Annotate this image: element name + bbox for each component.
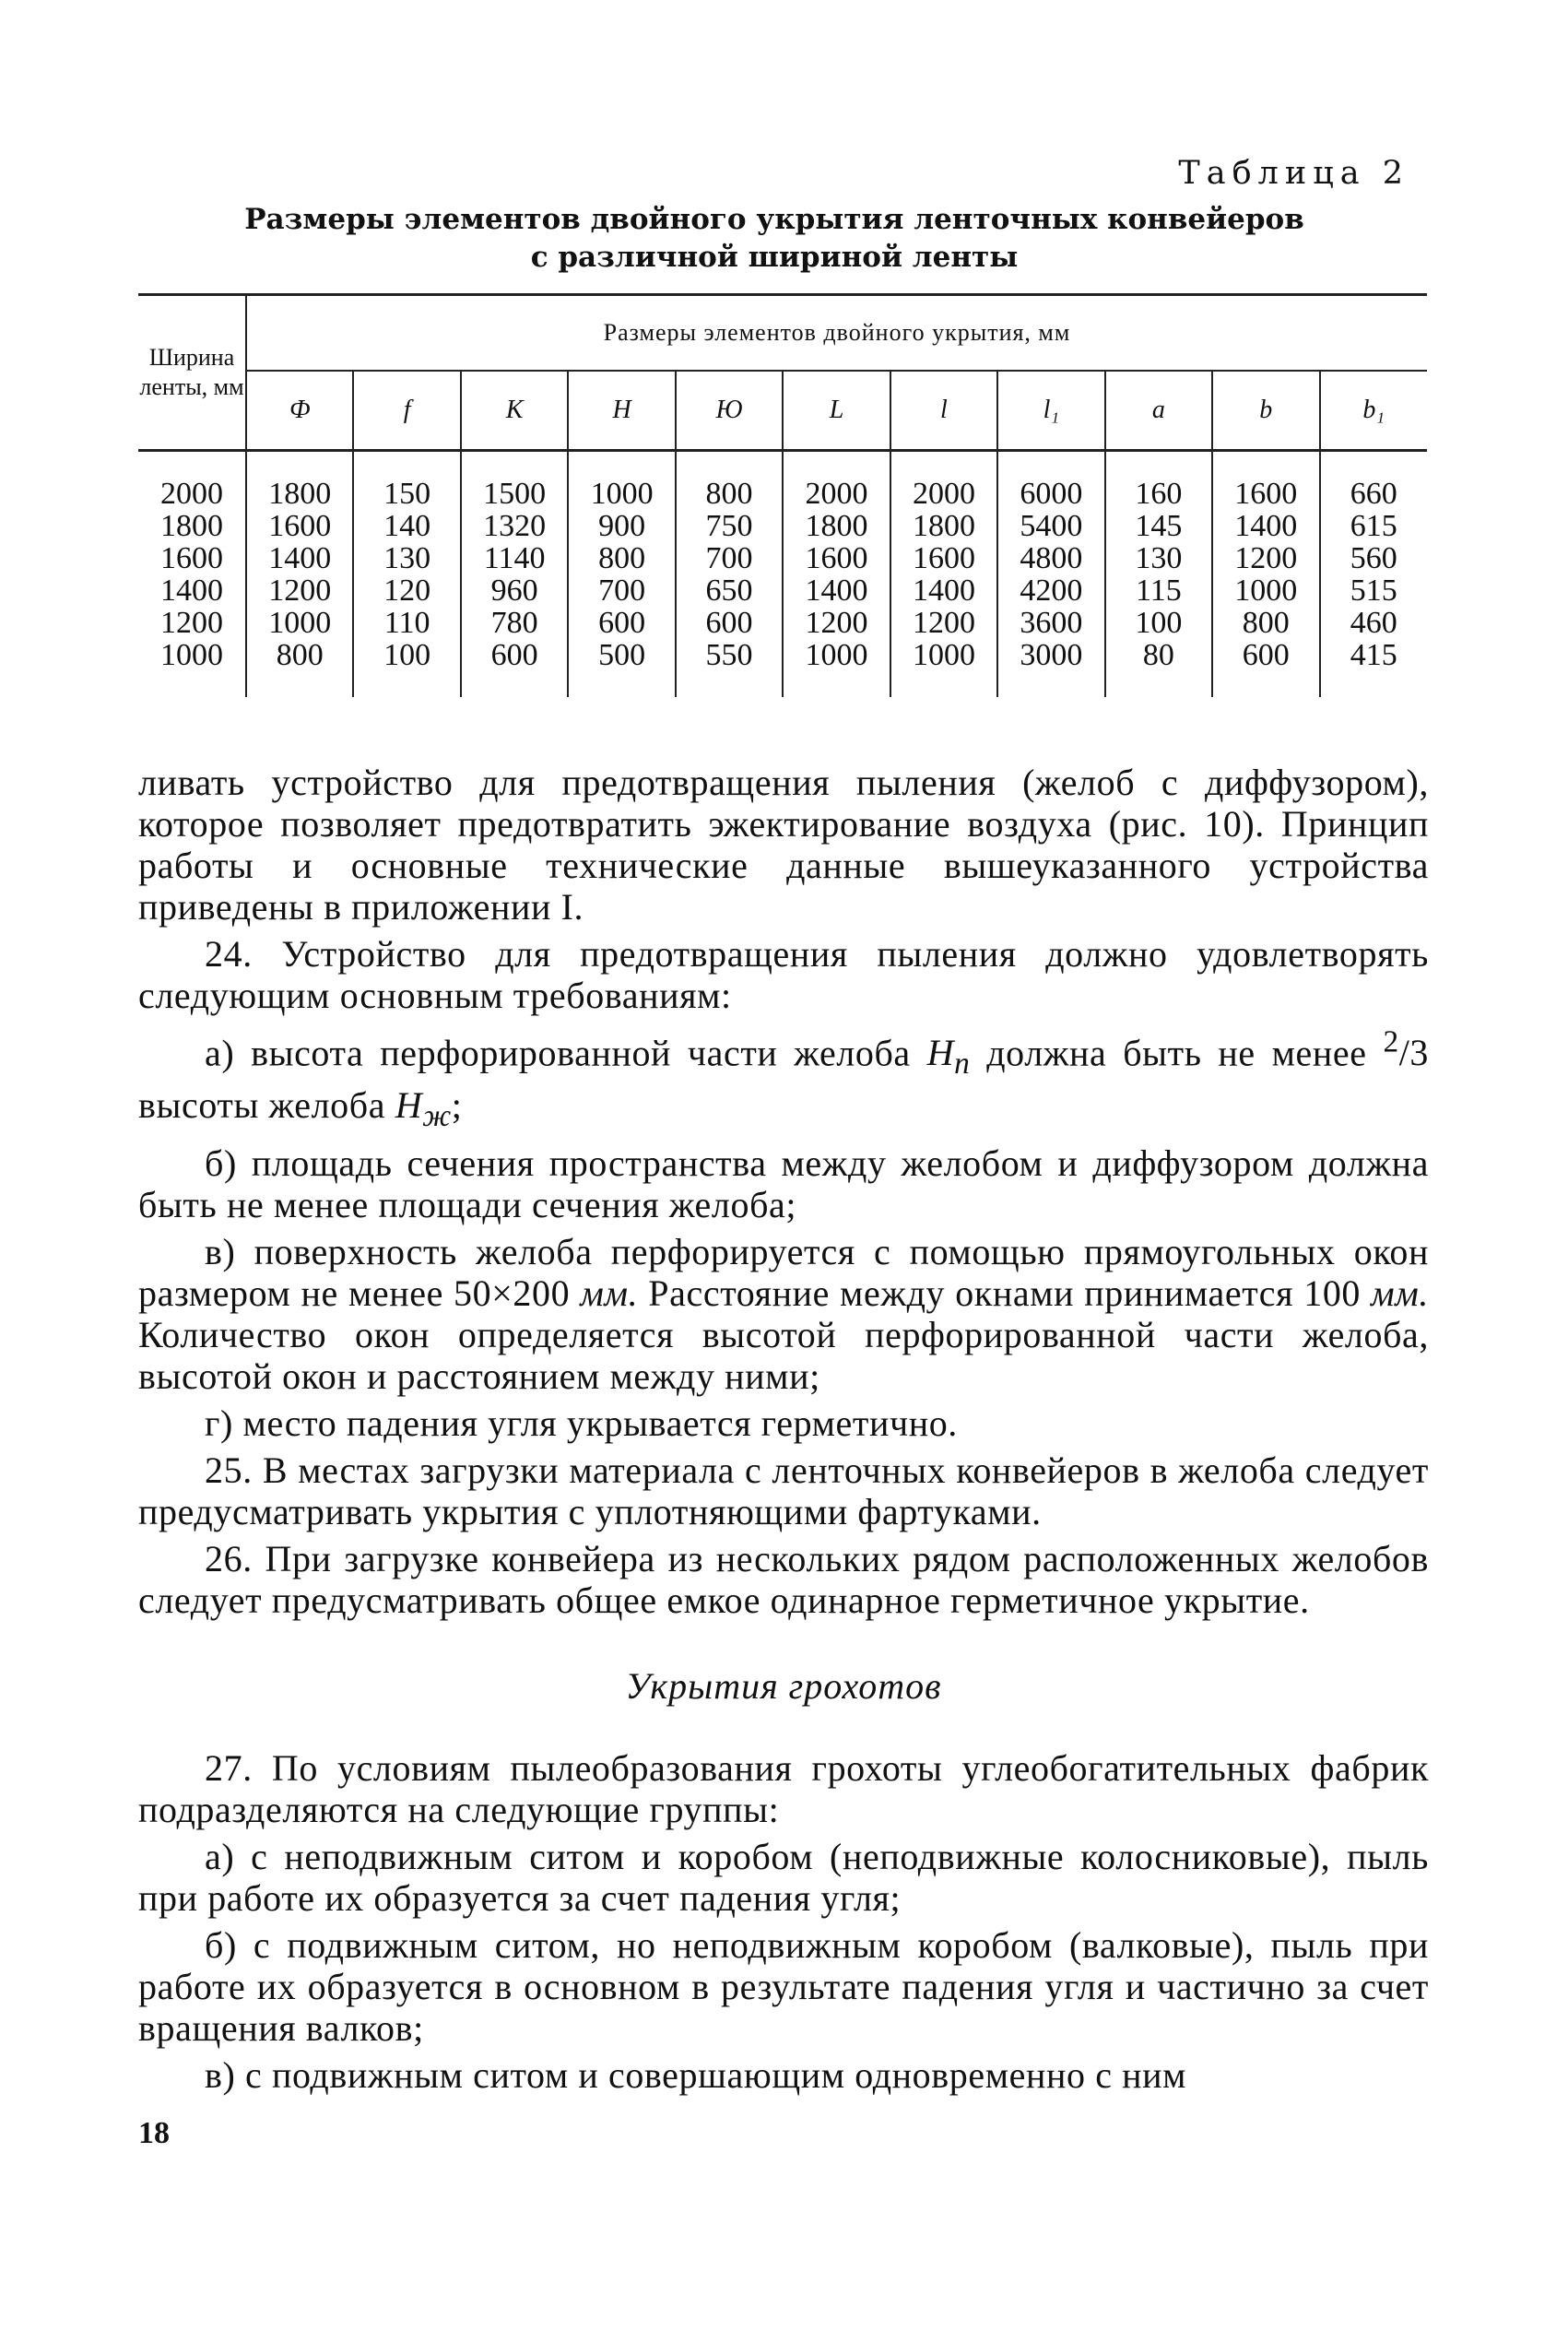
table-cell: 4800 — [997, 542, 1104, 574]
column-header: a — [1105, 371, 1212, 451]
table-caption-line-2: с различной шириной ленты — [530, 241, 1019, 274]
column-header: b — [1212, 371, 1319, 451]
table-cell: 1400 — [783, 574, 890, 607]
table-cell: 1140 — [461, 542, 568, 574]
table-cell: 1800 — [268, 477, 332, 511]
table-cell: 1600 — [138, 542, 246, 574]
table-cell: 660 — [1320, 451, 1427, 511]
table-cell: 900 — [568, 510, 675, 542]
table-cell: 1000 — [568, 451, 675, 511]
table-cell: 1600 — [783, 542, 890, 574]
table-cell: 110 — [353, 607, 460, 639]
table-cell: 2000 — [890, 451, 997, 511]
table-row — [138, 510, 1427, 542]
paragraph-27a: а) с неподвижным ситом и коробом (неподвижные колосниковые), пыль при работе их образуется за счет падения угля; — [138, 1836, 1429, 1920]
table-cell: 800 — [676, 451, 783, 511]
table-cell: 1200 — [890, 607, 997, 639]
table-cell: 750 — [676, 510, 783, 542]
table-cell: 560 — [1320, 542, 1427, 574]
table-label: Таблица 2 — [1178, 155, 1409, 192]
table-cell: 600 — [461, 639, 568, 697]
table-cell: 700 — [568, 574, 675, 607]
table-cell: 515 — [1320, 574, 1427, 607]
table-cell: 1000 — [783, 639, 890, 697]
paragraph-27v: в) с подвижным ситом и совершающим одновременно с ним — [205, 2054, 1187, 2097]
table-cell: 800 — [1212, 607, 1319, 639]
column-header: l₁ — [997, 371, 1104, 451]
table-cell: 650 — [676, 574, 783, 607]
column-header: L — [783, 371, 890, 451]
table-cell: 1800 — [890, 510, 997, 542]
table-cell: 460 — [1320, 607, 1427, 639]
paragraph-27: 27. По условиям пылеобразования грохоты углеобогатительных фабрик подразделяются на следующие группы: — [138, 1747, 1429, 1831]
paragraph-26: 26. При загрузке конвейера из нескольких рядом расположенных желобов следует предусматривать общее емкое одинарное герметичное укрытие. — [138, 1538, 1429, 1622]
table-cell: 1800 — [783, 510, 890, 542]
table-row — [138, 607, 1427, 639]
table-cell: 415 — [1320, 639, 1427, 697]
table-cell: 1320 — [461, 510, 568, 542]
column-header-belt-width: Ширина ленты, мм — [138, 295, 246, 451]
table-cell: 1600 — [1212, 451, 1319, 511]
table-cell: 800 — [568, 542, 675, 574]
table-cell: 780 — [461, 607, 568, 639]
table-cell: 1500 — [461, 451, 568, 511]
column-header: f — [353, 371, 460, 451]
table-cell: 800 — [276, 638, 324, 672]
table-cell: 130 — [1105, 542, 1212, 574]
paragraph-24g: г) место падения угля укрывается герметично. — [205, 1402, 958, 1445]
paragraph-24a-tail: ; — [451, 1084, 463, 1127]
table-cell: 1200 — [783, 607, 890, 639]
table-cell: 1200 — [138, 607, 246, 639]
paragraph-continued: ливать устройство для предотвращения пыления (желоб с диффузором), которое позволяет предотвратить эжектирование воздуха (рис. 10). Принцип работы и основные технические данные вышеуказанного устройства приведены в приложении I. — [138, 762, 1429, 928]
table-cell: 6000 — [997, 451, 1104, 511]
table-row — [138, 639, 1427, 697]
paragraph-24v — [138, 1231, 1429, 1397]
table-cell: 600 — [676, 607, 783, 639]
column-group-header: Размеры элементов двойного укрытия, мм — [246, 295, 1427, 372]
table-cell: 2000 — [138, 451, 246, 511]
table-caption-line-1: Размеры элементов двойного укрытия ленточных конвейеров — [244, 203, 1304, 236]
column-header: l — [890, 371, 997, 451]
table-cell: 3600 — [997, 607, 1104, 639]
table-cell: 115 — [1105, 574, 1212, 607]
table-cell: 550 — [676, 639, 783, 697]
table-cell: 1400 — [1212, 510, 1319, 542]
table-cell: 1600 — [890, 542, 997, 574]
table-cell: 150 — [353, 451, 460, 511]
table-cell: 615 — [1320, 510, 1427, 542]
table-cell: 600 — [1212, 639, 1319, 697]
table-cell: 100 — [353, 639, 460, 697]
table-cell: 1000 — [138, 639, 246, 697]
table-cell: 140 — [353, 510, 460, 542]
table-row — [138, 574, 1427, 607]
table-cell: 1200 — [1212, 542, 1319, 574]
paragraph-25: 25. В местах загрузки материала с ленточных конвейеров в желоба следует предусматривать укрытия с уплотняющими фартуками. — [138, 1449, 1429, 1533]
page-number: 18 — [138, 2116, 170, 2150]
table-cell: 3000 — [997, 639, 1104, 697]
table-cell: 1400 — [268, 541, 332, 575]
column-header: Н — [568, 371, 675, 451]
table-cell: 1000 — [268, 606, 332, 640]
symbol-h-chute: $H_ж$ — [395, 1084, 452, 1134]
symbol-h-perforated: $H_п$ — [926, 1032, 971, 1082]
paragraph-24b: б) площадь сечения пространства между желобом и диффузором должна быть не менее площади сечения желоба; — [138, 1142, 1429, 1226]
table-cell: 2000 — [783, 451, 890, 511]
table-cell: 1400 — [890, 574, 997, 607]
table-cell: 5400 — [997, 510, 1104, 542]
table-row — [138, 451, 1427, 511]
column-header: Ю — [676, 371, 783, 451]
table-row — [138, 542, 1427, 574]
table-cell: 1400 — [138, 574, 246, 607]
table-cell: 1000 — [1212, 574, 1319, 607]
table-cell: 160 — [1105, 451, 1212, 511]
table-cell: 1000 — [890, 639, 997, 697]
unit-mm: мм. — [1371, 1272, 1429, 1315]
paragraph-24v-start: в) поверхность желоба перфорируется с помощью прямоугольных окон размером не менее 50×200 — [138, 1231, 1429, 1315]
table-cell: 960 — [461, 574, 568, 607]
paragraph-24v-mid: Расстояние между окнами принимается 100 — [648, 1272, 1362, 1315]
paragraph-24a — [138, 1022, 1429, 1137]
table-cell: 130 — [353, 542, 460, 574]
column-header: К — [461, 371, 568, 451]
table-cell: 145 — [1105, 510, 1212, 542]
dimensions-table — [138, 293, 1427, 697]
table-caption — [138, 201, 1410, 277]
table-cell: 4200 — [997, 574, 1104, 607]
paragraph-24v-end: Количество окон определяется высотой перфорированной части желоба, высотой окон и расстоянием между ними; — [138, 1314, 1429, 1398]
table-cell: 1800 — [138, 510, 246, 542]
paragraph-24a-end: высоты желоба — [138, 1084, 386, 1127]
column-header: Ф — [246, 371, 353, 451]
table-cell: 120 — [353, 574, 460, 607]
unit-mm: мм. — [580, 1272, 639, 1315]
table-cell: 500 — [568, 639, 675, 697]
table-cell: 1200 — [268, 574, 332, 608]
paragraph-24a-text: а) высота перфорированной части желоба — [205, 1032, 911, 1074]
table-cell: 1600 — [268, 509, 332, 543]
table-cell: 700 — [676, 542, 783, 574]
paragraph-24: 24. Устройство для предотвращения пыления должно удовлетворять следующим основным требованиям: — [138, 933, 1429, 1016]
section-heading: Укрытия грохотов — [625, 1665, 942, 1708]
paragraph-27b: б) с подвижным ситом, но неподвижным коробом (валковые), пыль при работе их образуется в основном в результате падения угля и частично за счет вращения валков; — [138, 1924, 1429, 2050]
column-header: b₁ — [1320, 371, 1427, 451]
table-cell: 80 — [1105, 639, 1212, 697]
table-cell: 100 — [1105, 607, 1212, 639]
fraction-two-thirds: $^2$/3 — [1383, 1025, 1430, 1074]
body-text — [138, 762, 1429, 2096]
table-cell: 600 — [568, 607, 675, 639]
paragraph-24a-mid: должна быть не менее — [986, 1032, 1367, 1074]
